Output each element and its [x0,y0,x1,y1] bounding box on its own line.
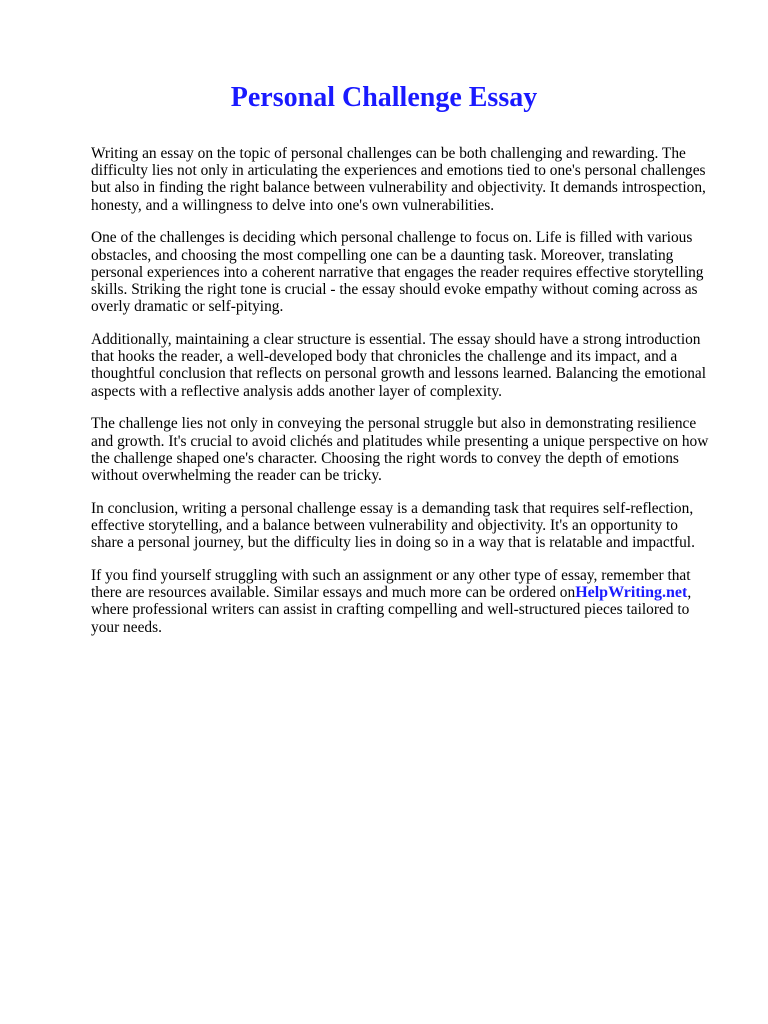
paragraph-6-text-after-link: , where professional writers can assist in crafting compelling and well-structured pieces tailored to your needs. [91,584,692,636]
paragraph-6 [91,567,713,636]
paragraph-5: In conclusion, writing a personal challenge essay is a demanding task that requires self-reflection, effective storytelling, and a balance between vulnerability and objectivity. It's an opportunity to share a personal journey, but the difficulty lies in doing so in a way that is relatable and impactful. [91,499,695,552]
helpwriting-link[interactable]: HelpWriting.net [575,584,688,602]
essay-body [91,145,713,651]
paragraph-6-text-before-link: If you find yourself struggling with such an assignment or any other type of essay, remember that there are resources available. Similar essays and much more can be ordered on [91,567,691,602]
paragraph-4: The challenge lies not only in conveying the personal struggle but also in demonstrating resilience and growth. It's crucial to avoid clichés and platitudes while presenting a unique perspective on how the challenge shaped one's character. Choosing the right words to convey the depth of emotions without overwhelming the reader can be tricky. [91,415,709,485]
paragraph-2: One of the challenges is deciding which personal challenge to focus on. Life is filled with various obstacles, and choosing the most compelling one can be a daunting task. Moreover, translating personal experiences into a coherent narrative that engages the reader requires effective storytelling skills. Striking the right tone is crucial - the essay should evoke empathy without coming across as overly dramatic or self-pitying. [91,229,704,316]
paragraph-1: Writing an essay on the topic of personal challenges can be both challenging and rewarding. The difficulty lies not only in articulating the experiences and emotions tied to one's personal challenges but also in finding the right balance between vulnerability and objectivity. It demands introspection, honesty, and a willingness to delve into one's own vulnerabilities. [91,145,706,214]
page-title: Personal Challenge Essay [230,82,538,113]
paragraph-3: Additionally, maintaining a clear structure is essential. The essay should have a strong introduction that hooks the reader, a well-developed body that chronicles the challenge and its impact, and a thoughtful conclusion that reflects on personal growth and lessons learned. Balancing the emotional aspects with a reflective analysis adds another layer of complexity. [91,331,707,400]
